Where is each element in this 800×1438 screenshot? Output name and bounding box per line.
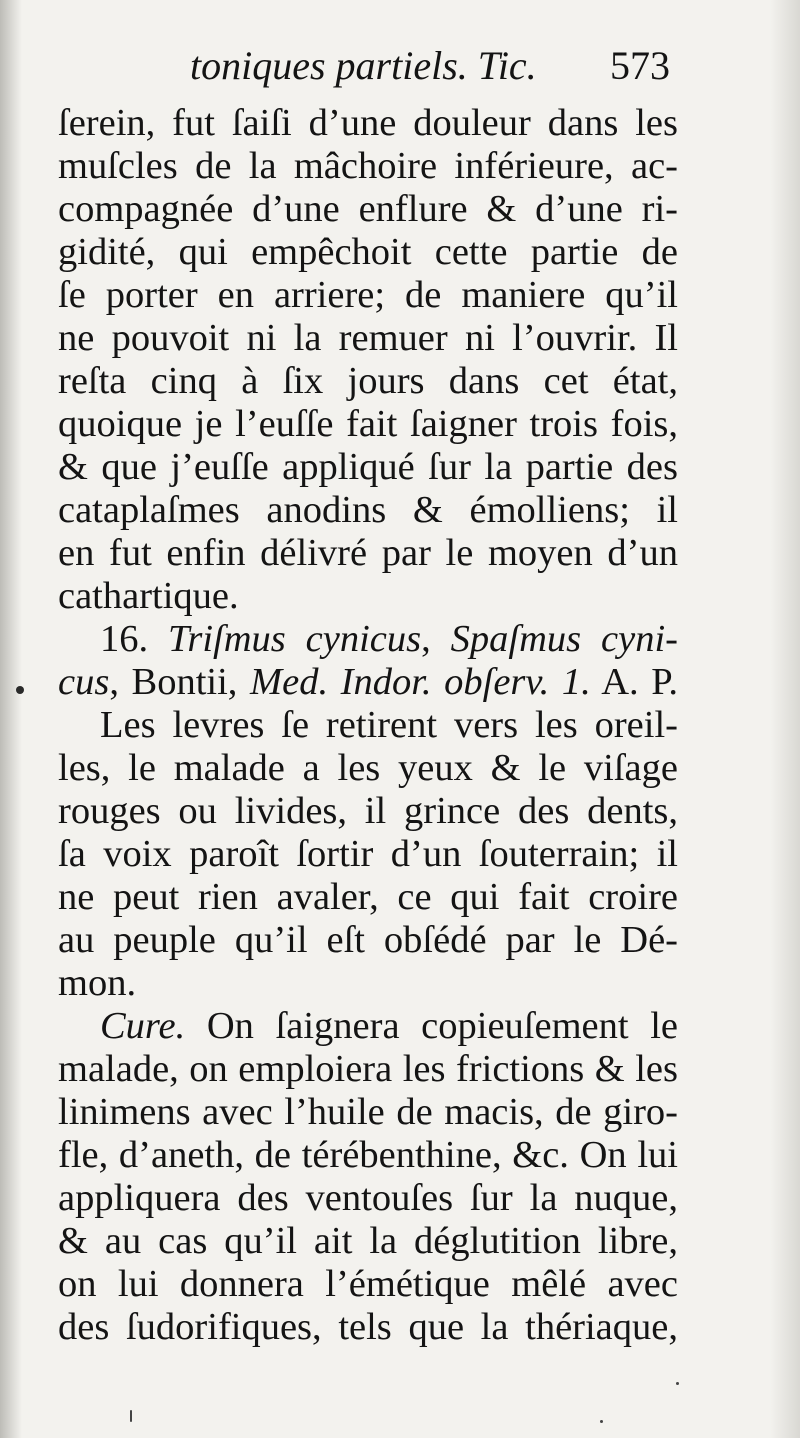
margin-ink-blot	[16, 686, 24, 694]
text-line: au peuple qu’il eſt obſédé par le Dé-	[58, 919, 678, 961]
page-number: 573	[610, 43, 670, 88]
section-number: 16.	[100, 618, 149, 660]
gutter-shadow	[0, 0, 22, 1438]
text-line: reſta cinq à ſix jours dans cet état,	[58, 360, 678, 402]
paper-speck	[130, 1410, 132, 1422]
text-line: ne pouvoit ni la remuer ni l’ouvrir. Il	[58, 317, 678, 359]
page-edge-shadow	[770, 0, 800, 1438]
text-line: mon.	[58, 962, 137, 1004]
text-line: quoique je l’euſſe fait ſaigner trois fois,	[58, 403, 678, 445]
cure-label: Cure.	[100, 1005, 186, 1047]
text-line: cathartique.	[58, 575, 239, 617]
text-line: muſcles de la mâchoire inférieure, ac-	[58, 145, 678, 187]
text-line: ſa voix paroît ſortir d’un ſouterrain; il	[58, 833, 678, 875]
text-line: & au cas qu’il ait la déglutition libre,	[58, 1220, 678, 1262]
author-ref: , Bontii,	[109, 661, 238, 703]
text-line: cataplaſmes anodins & émolliens; il	[58, 489, 678, 531]
text-span: On ſaignera copieuſement le	[206, 1005, 678, 1047]
running-head: toniques partiels. Tic.	[190, 43, 537, 88]
initials: A. P.	[601, 661, 678, 703]
text-line: ſerein, fut ſaiſi d’une douleur dans les	[58, 102, 678, 144]
text-line: linimens avec l’huile de macis, de giro-	[58, 1091, 678, 1133]
text-line: les, le malade a les yeux & le viſage	[58, 747, 678, 789]
section-heading-line	[100, 617, 678, 661]
text-line: compagnée d’une enflure & d’une ri-	[58, 188, 678, 230]
text-line	[100, 1004, 678, 1048]
work-ref: Med. Indor. obſerv. 1.	[250, 661, 591, 703]
text-line: des ſudorifiques, tels que la thériaque,	[58, 1306, 678, 1348]
text-line: fle, d’aneth, de térébenthine, &c. On lui	[58, 1134, 678, 1176]
paper-speck	[600, 1420, 603, 1423]
text-line: & que j’euſſe appliqué ſur la partie des	[58, 446, 678, 488]
text-line: malade, on emploiera les frictions & les	[58, 1048, 678, 1090]
text-line: rouges ou livides, il grince des dents,	[58, 790, 678, 832]
page-header	[190, 42, 670, 92]
separator: ,	[421, 618, 431, 660]
text-line: Les levres ſe retirent vers les oreil-	[100, 704, 678, 746]
text-line: appliquera des ventouſes ſur la nuque,	[58, 1177, 678, 1219]
term-cont: cus	[58, 661, 110, 703]
text-line: en fut enfin délivré par le moyen d’un	[58, 532, 678, 574]
text-line: on lui donnera l’émétique mêlé avec	[58, 1263, 678, 1305]
text-line: gidité, qui empêchoit cette partie de	[58, 231, 678, 273]
text-line: ne peut rien avaler, ce qui fait croire	[58, 876, 678, 918]
citation-line	[58, 660, 678, 704]
paper-speck	[676, 1382, 679, 1385]
term-trismus: Triſmus cynicus	[168, 618, 422, 660]
text-line: ſe porter en arriere; de maniere qu’il	[58, 274, 678, 316]
term-spasmus: Spaſmus cyni-	[450, 618, 678, 660]
